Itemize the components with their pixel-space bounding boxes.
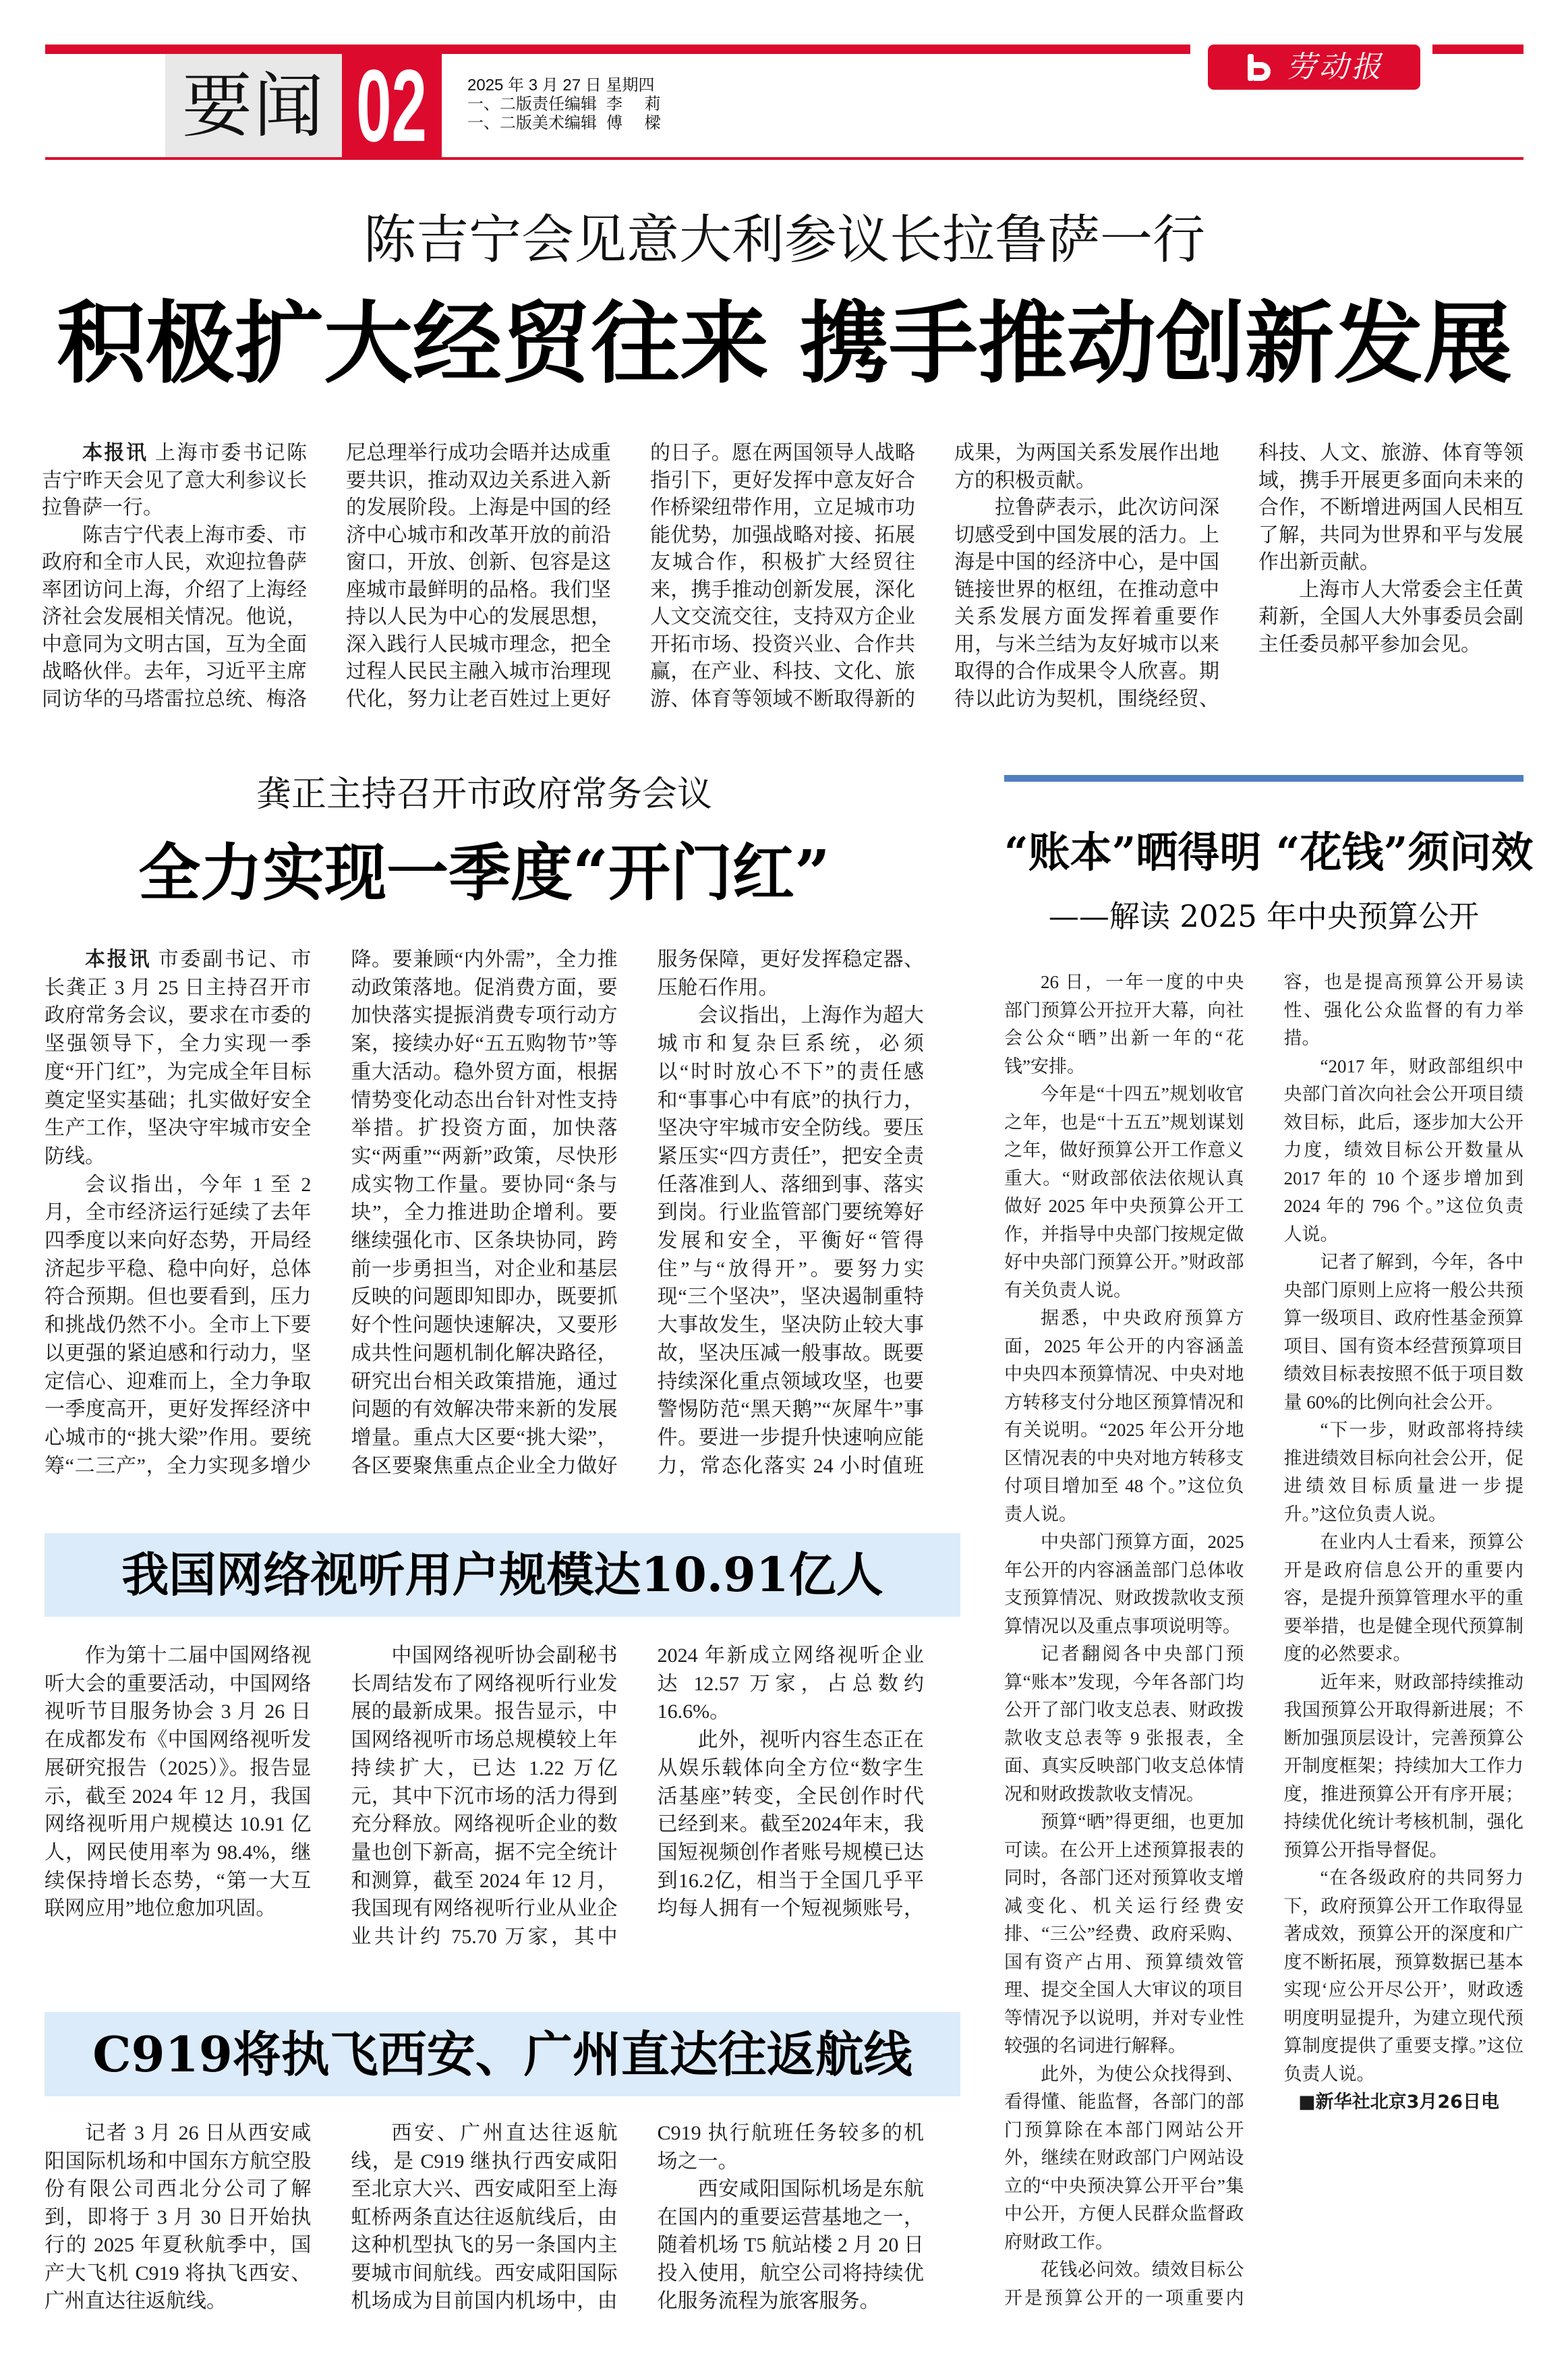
paragraph-text: 上海市委书记陈吉宁昨天会见了意大利参议长拉鲁萨一行。 — [42, 442, 307, 519]
newspaper-logo-mark-icon — [1245, 53, 1275, 82]
section-label-box — [165, 54, 342, 157]
paragraph: 记者了解到，今年，各中央部门原则上应将一般公共预算一级项目、政府性基金预算项目、国有资本经营预算项目绩效目标表按照不低于项目数量 60%的比例向社会公开。 — [1283, 1252, 1523, 1412]
art-editor-line — [467, 114, 661, 133]
paragraph: 西安咸阳国际机场是东航在国内的重要运营基地之一，随着机场 T5 航站楼 2 月 20 日投入使用，航空公司将持续优化服务流程为旅客服务。 — [657, 2178, 924, 2312]
paragraph: 中国网络视听协会副秘书长周结发布了网络视听行业发展的最新成果。报告显示，中国网络视听市场总规模较上年持续扩大，已达 1.22 万亿元，其中下沉市场的活力得到充分释放。网络视听企业的数量也创下新高，据不完全统计和测算，截至 2024 年 12 月，我国现有网络视听行业从业企业共计约 75.70 万家，其中 2024 年新成立网络视听企业达 12.57 万家，占总数约 16.6%。 — [351, 1644, 924, 1949]
paragraph: 上海市人大常委会主任黄莉新，全国人大外事委员会副主任委员郝平参加会见。 — [1258, 578, 1523, 656]
newspaper-logo-text: 劳动报 — [1286, 49, 1384, 84]
paragraph: “下一步，财政部将持续推进绩效目标向社会公开，促进绩效目标质量进一步提升。”这位负责人说。 — [1283, 1420, 1523, 1524]
paragraph: 记者翻阅各中央部门预算“账本”发现，今年各部门均公开了部门收支总表、财政拨款收支总表等 9 张报表，全面、真实反映部门收支总体情况和财政拨款收支情况。 — [1004, 1644, 1244, 1804]
paragraph: 花钱必问效。绩效目标公开是预算公开的一项重要内容，也是提高预算公开易读性、强化公众监督的有力举措。 — [1004, 972, 1523, 2308]
art-editor-name: 傅 樑 — [606, 114, 661, 132]
editor-label: 一、二版责任编辑 — [467, 95, 597, 113]
editor-line — [467, 95, 661, 114]
paragraph: 此外，为使公众找得到、看得懂、能监督，各部门的部门预算除在本部门网站公开外，继续在财政部门户网站设立的“中央预决算公开平台”集中公开，方便人民群众监督政府财政工作。 — [1004, 2063, 1244, 2252]
c919-story-headline-box — [45, 2012, 960, 2096]
av-story-body — [45, 1642, 924, 1951]
paragraph: 会议指出，上海作为超大城市和复杂巨系统，必须以“时时放心不下”的责任感和“事事心中有底”的执行力，坚决守牢城市安全防线。要压紧压实“四方责任”，把安全责任落准到人、落细到事、落实到岗。行业监管部门要统筹好发展和安全，平衡好“管得住”与“放得开”。要努力实现“三个坚决”，坚决遏制重特大事故发生，坚决防止较大事故，坚决压减一般事故。既要持续深化重点领域攻坚，也要警惕防范“黑天鹅”“灰犀牛”事件。要进一步提升快速响应能力，常态化落实 24 小时值班 — [657, 1004, 924, 1477]
paragraph: 作为第十二届中国网络视听大会的重要活动，中国网络视听节目服务协会 3 月 26 日在成都发布《中国网络视听发展研究报告（2025）》。报告显示，截至 2024 年 12 月，我国网络视听用户规模达 10.91 亿人，网民使用率为 98.4%，继续保持增长态势，“第一大互联网应用”地位愈加巩固。 — [45, 1644, 312, 1920]
c919-story-body — [45, 2119, 924, 2316]
paragraph: 会议指出，今年 1 至 2 月，全市经济运行延续了去年四季度以来向好态势，开局经济起步平稳、稳中向好，总体符合预期。但也要看到，压力和挑战仍然不小。全市上下要以更强的紧迫感和行动力，坚定信心、迎难而上，全力争取一季度高开，更好发挥经济中心城市的“挑大梁”作用。要统筹“二三产”，全力实现多增少降。要兼顾“内外需”，全力推动政策落地。促消费方面，要加快落实提振消费专项行动方案，接续办好“五五购物节”等重大活动。稳外贸方面，根据情势变化动态出台针对性支持举措。扩投资方面，加快落实“两重”“两新”政策，尽快形成实物工作量。要协同“条与块”，全力推进助企增利。要继续强化市、区条块协同，跨前一步勇担当，对企业和基层反映的问题即知即办，既要抓好个性问题快速解决，又要形成共性问题机制化解决路径，研究出台相关政策措施，通过问题的有效解决带来新的发展增量。重点大区要“挑大梁”，各区要聚焦重点企业全力做好服务保障，更好发挥稳定器、压舱石作用。 — [45, 948, 924, 1477]
budget-story-headline: “账本”晒得明 “花钱”须问效 — [1004, 828, 1534, 877]
paragraph: “2017 年，财政部组织中央部门首次向社会公开项目绩效目标，此后，逐步加大公开力度，绩效目标公开数量从 2017 年的 10 个逐步增加到 2024 年的 796 个。”这位负责人说。 — [1283, 1056, 1523, 1244]
paragraph — [42, 440, 307, 522]
masthead-top-bar-left — [45, 45, 1190, 54]
budget-story-subheadline: ——解读 2025 年中央预算公开 — [1048, 898, 1480, 934]
masthead-bottom-rule — [45, 157, 1523, 160]
page-number-box — [342, 54, 442, 157]
byline: 本报讯 — [85, 948, 152, 971]
paragraph: 西安、广州直达往返航线，是 C919 继执行西安咸阳至北京大兴、西安咸阳至上海虹桥两条直达往返航线后，由这种机型执飞的另一条国内主要城市间航线。西安咸阳国际机场成为目前国内机场中，由 C919 执行航班任务较多的机场之一。 — [351, 2122, 924, 2312]
gong-story-headline: 全力实现一季度“开门红” — [138, 836, 830, 909]
dateline: ■新华社北京3月26日电 — [1298, 2092, 1499, 2113]
c919-story-headline: C919将执飞西安、广州直达往返航线 — [92, 2025, 912, 2083]
issue-info — [467, 76, 661, 133]
paragraph: 拉鲁萨表示，此次访问深切感受到中国发展的活力。上海是中国的经济中心，是中国链接世界的枢纽，在推动意中关系发展方面发挥着重要作用，与米兰结为友好城市以来取得的合作成果令人欣喜。期待以此访为契机，围绕经贸、科技、人文、旅游、体育等领域，携手开展更多面向未来的合作，不断增进两国人民相互了解，共同为世界和平与发展作出新贡献。 — [954, 442, 1523, 710]
paragraph: 据悉，中央政府预算方面，2025 年公开的内容涵盖中央四本预算情况、中央对地方转移支付分地区预算情况和有关说明。“2025 年公开分地区情况表的中央对地方转移支付项目增加至 48 个。”这位负责人说。 — [1004, 1308, 1244, 1524]
paragraph: 今年是“十四五”规划收官之年，也是“十五五”规划谋划之年，做好预算公开工作意义重大。“财政部依法依规认真做好 2025 年中央预算公开工作，并指导中央部门按规定做好中央部门预算公开。”财政部有关负责人说。 — [1004, 1084, 1244, 1300]
gong-story-kicker: 龚正主持召开市政府常务会议 — [256, 774, 712, 815]
lead-story-headline: 积极扩大经贸往来 携手推动创新发展 — [57, 291, 1512, 396]
page-number: 02 — [356, 54, 428, 157]
paragraph: 陈吉宁代表上海市委、市政府和全市人民，欢迎拉鲁萨率团访问上海，介绍了上海经济社会发展相关情况。他说，中意同为文明古国，互为全面战略伙伴。去年，习近平主席同访华的马塔雷拉总统、梅洛尼总理举行成功会晤并达成重要共识，推动双边关系进入新的发展阶段。上海是中国的经济中心城市和改革开放的前沿窗口，开放、创新、包容是这座城市最鲜明的品格。我们坚持以人民为中心的发展思想，深入践行人民城市理念，把全过程人民民主融入城市治理现代化，努力让老百姓过上更好的日子。愿在两国领导人战略指引下，更好发挥中意友好合作桥梁纽带作用，立足城市功能优势，加强战略对接、拓展友城合作，积极扩大经贸往来，携手推动创新发展，深化人文交流交往，支持双方企业开拓市场、投资兴业、合作共赢，在产业、科技、文化、旅游、体育等领域不断取得新的成果，为两国关系发展作出地方的积极贡献。 — [42, 442, 1219, 710]
lead-story-kicker: 陈吉宁会见意大利参议长拉鲁萨一行 — [363, 210, 1205, 270]
paragraph: 中央部门预算方面，2025 年公开的内容涵盖部门总体收支预算情况、财政拨款收支预算情况以及重点事项说明等。 — [1004, 1532, 1244, 1636]
lead-story-body — [42, 440, 1523, 713]
art-editor-label: 一、二版美术编辑 — [467, 114, 597, 132]
budget-story-top-rule — [1004, 775, 1523, 782]
paragraph: 记者 3 月 26 日从西安咸阳国际机场和中国东方航空股份有限公司西北分公司了解到，即将于 3 月 30 日开始执行的 2025 年夏秋航季中，国产大飞机 C919 将执飞西安、广州直达往返航线。 — [45, 2122, 312, 2312]
issue-date: 2025 年 3 月 27 日 星期四 — [467, 76, 655, 94]
paragraph: 预算“晒”得更细，也更加可读。在公开上述预算报表的同时，各部门还对预算收支增减变化、机关运行经费安排、“三公”经费、政府采购、国有资产占用、预算绩效管理、提交全国人大审议的项目等情况予以说明，并对专业性较强的名词进行解释。 — [1004, 1812, 1244, 2056]
av-story-headline: 我国网络视听用户规模达10.91亿人 — [121, 1547, 883, 1603]
paragraph: 在业内人士看来，预算公开是政府信息公开的重要内容，是提升预算管理水平的重要举措，也是健全现代预算制度的必然要求。 — [1283, 1532, 1523, 1664]
paragraph: 此外，视听内容生态正在从娱乐载体向全方位“数字生活基座”转变，全民创作时代已经到来。截至2024年末，我国短视频创作者账号规模已达到16.2亿，相当于全国几乎平均每人拥有一个短视频账号， — [657, 1729, 924, 1920]
paragraph: 26 日，一年一度的中央部门预算公开拉开大幕，向社会公众“晒”出新一年的“花钱”安排。 — [1004, 972, 1244, 1076]
paragraph: 近年来，财政部持续推动我国预算公开取得新进展；不断加强顶层设计，完善预算公开制度框架；持续加大工作力度，推进预算公开有序开展；持续优化统计考核机制，强化预算公开指导督促。 — [1283, 1671, 1523, 1860]
masthead-top-bar-right — [1432, 45, 1523, 54]
byline: 本报讯 — [82, 441, 148, 465]
gong-story-body — [45, 946, 924, 1481]
section-title: 要闻 — [181, 64, 325, 147]
paragraph-text: 市委副书记、市长龚正 3 月 25 日主持召开市政府常务会议，要求在市委的坚强领导下，全力实现一季度“开门红”，为完成全年目标奠定坚实基础；扎实做好安全生产工作，坚决守牢城市安全防线。 — [45, 948, 312, 1168]
newspaper-logo — [1208, 45, 1420, 90]
editor-name: 李 莉 — [606, 95, 661, 113]
paragraph: “在各级政府的共同努力下，政府预算公开工作取得显著成效，预算公开的深度和广度不断拓展，预算数据已基本实现‘应公开尽公开’，财政透明度明显提升，为建立现代预算制度提供了重要支撑。”这位负责人说。 — [1283, 1868, 1523, 2084]
budget-story-body — [1004, 969, 1523, 2313]
av-story-headline-box — [45, 1533, 960, 1617]
paragraph — [45, 946, 311, 1171]
